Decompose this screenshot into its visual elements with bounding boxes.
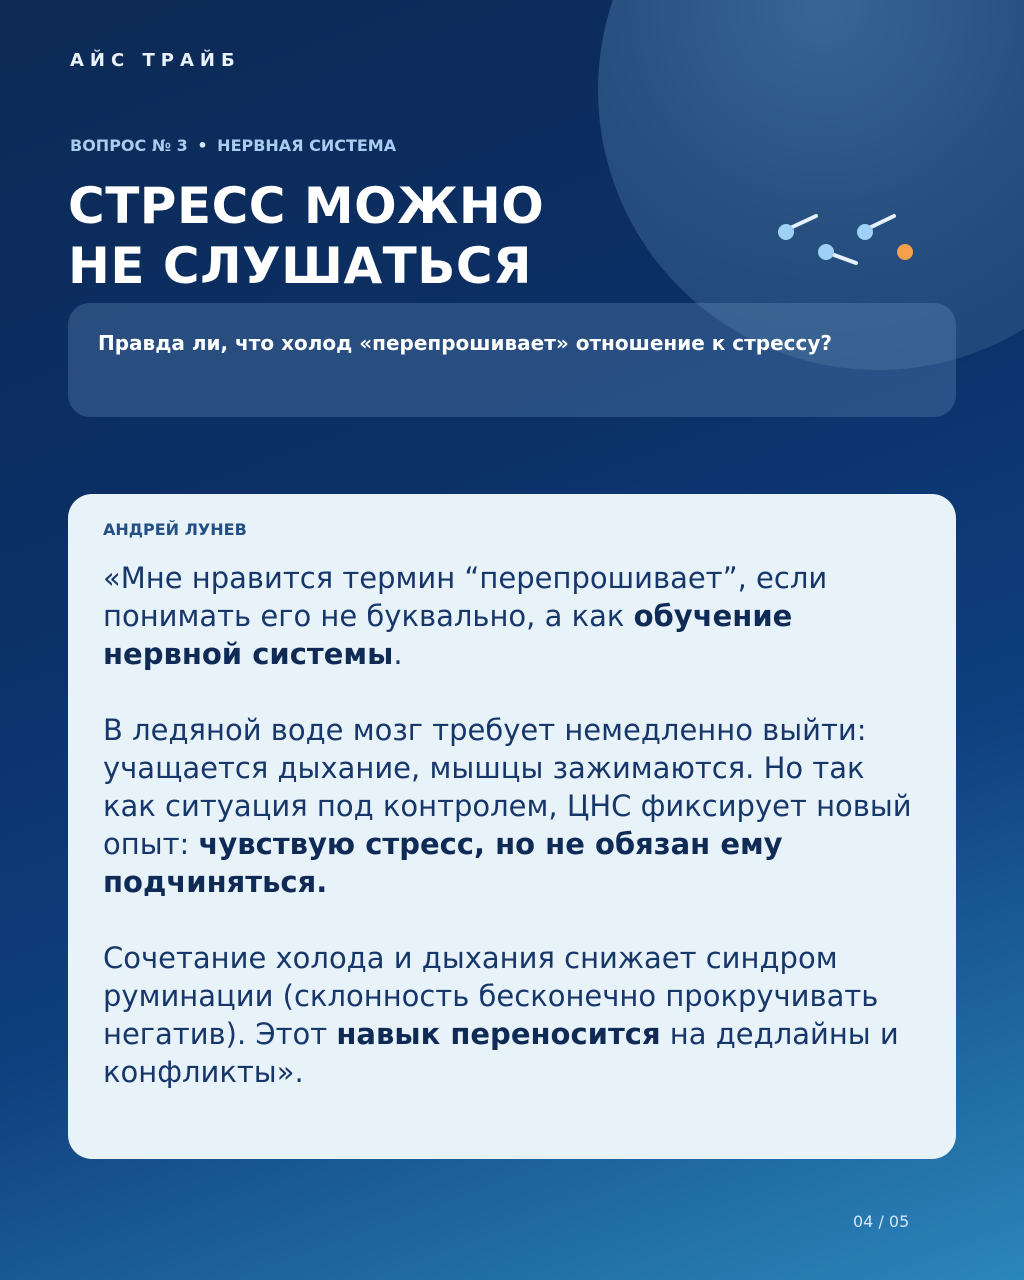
question-topic: НЕРВНАЯ СИСТЕМА <box>217 136 397 155</box>
question-number: ВОПРОС № 3 <box>70 136 188 155</box>
question-kicker <box>70 136 396 155</box>
question-text: Правда ли, что холод «перепрошивает» отношение к стрессу? <box>98 331 832 355</box>
quote-card <box>68 494 956 1159</box>
quote-p1-tail: . <box>393 637 403 671</box>
quote-p3-bold: навык переносится <box>336 1017 661 1051</box>
quote-p1-bold: обучение нервной системы <box>103 599 793 671</box>
quote-paragraph-1 <box>103 559 926 673</box>
quote-p2-text: В ледяной воде мозг требует немедленно выйти: учащается дыхание, мышцы зажимаются. Но так как ситуация под контролем, ЦНС фиксирует новый опыт: <box>103 713 912 861</box>
quote-paragraph-3 <box>103 939 926 1091</box>
page-indicator: 04 / 05 <box>853 1212 910 1231</box>
brand-logo-text: АЙС ТРАЙБ <box>70 50 241 71</box>
molecule-dots-icon <box>770 200 930 280</box>
quote-paragraph-2 <box>103 711 926 901</box>
quote-p2-bold: чувствую стресс, но не обязан ему подчиняться. <box>103 827 783 899</box>
kicker-separator: • <box>197 136 208 155</box>
quote-p1-text: «Мне нравится термин “перепрошивает”, если понимать его не буквально, а как <box>103 561 828 633</box>
title-line-2: НЕ СЛУШАТЬСЯ <box>68 237 533 295</box>
quote-author: АНДРЕЙ ЛУНЕВ <box>103 520 247 539</box>
title-line-1: СТРЕСС МОЖНО <box>68 177 545 235</box>
page-title <box>68 176 544 296</box>
quote-p3-tail: на дедлайны и конфликты». <box>103 1017 899 1089</box>
question-box <box>68 303 956 417</box>
quote-p3-text: Сочетание холода и дыхания снижает синдром руминации (склонность бесконечно прокручивать негатив). Этот <box>103 941 879 1051</box>
